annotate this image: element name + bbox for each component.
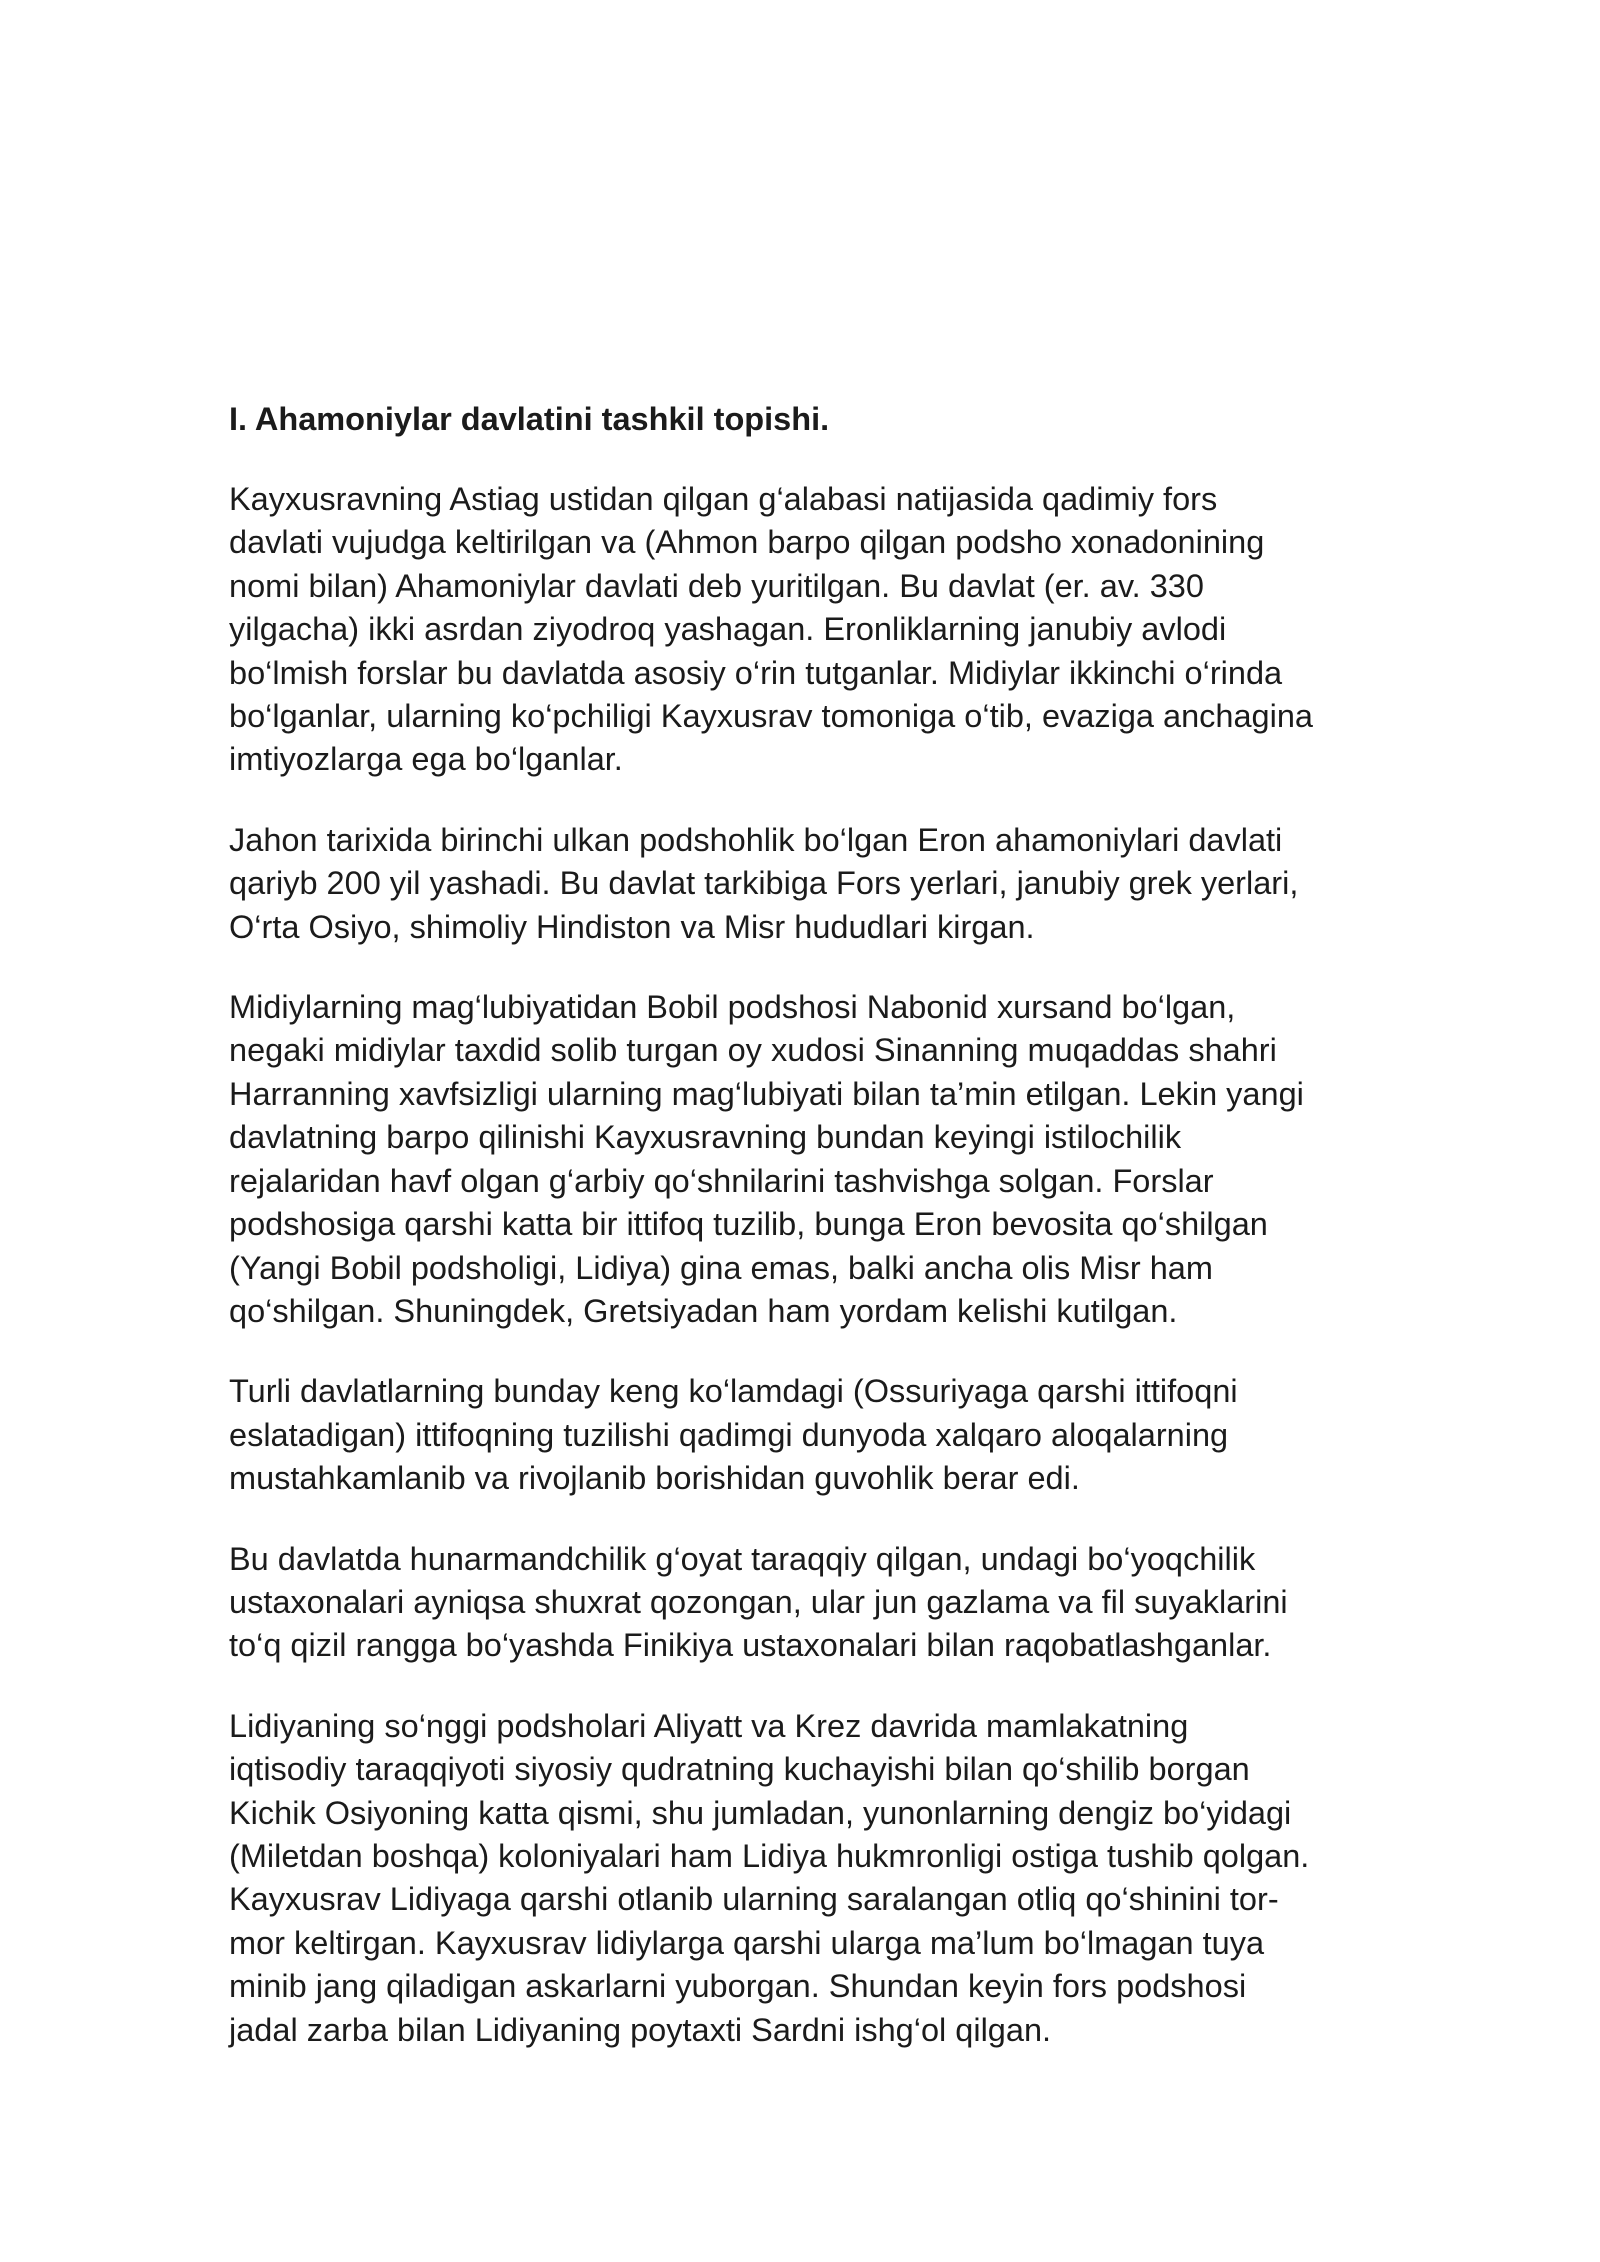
text-line: nomi bilan) Ahamoniylar davlati deb yuritilgan. Bu davlat (er. av. 330 — [229, 567, 1204, 604]
text-line: podshosiga qarshi katta bir ittifoq tuzilib, bunga Eron bevosita qo‘shilgan — [229, 1206, 1268, 1243]
text-line: Bu davlatda hunarmandchilik g‘oyat taraqqiy qilgan, undagi bo‘yoqchilik — [229, 1540, 1256, 1577]
text-line: qo‘shilgan. Shuningdek, Gretsiyadan ham yordam kelishi kutilgan. — [229, 1292, 1178, 1329]
text-line: (Yangi Bobil podsholigi, Lidiya) gina emas, balki ancha olis Misr ham — [229, 1249, 1213, 1286]
text-line: negaki midiylar taxdid solib turgan oy xudosi Sinanning muqaddas shahri — [229, 1032, 1277, 1069]
text-line: davlatning barpo qilinishi Kayxusravning bundan keyingi istilochilik — [229, 1119, 1182, 1156]
text-line: davlati vujudga keltirilgan va (Ahmon barpo qilgan podsho xonadonining — [229, 524, 1265, 561]
text-line: Turli davlatlarning bunday keng ko‘lamdagi (Ossuriyaga qarshi ittifoqni — [229, 1373, 1238, 1410]
text-line: jadal zarba bilan Lidiyaning poytaxti Sardni ishg‘ol qilgan. — [229, 2011, 1052, 2048]
paragraph-list — [229, 478, 1519, 2052]
paragraph — [229, 1370, 1519, 1500]
text-line: to‘q qizil rangga bo‘yashda Finikiya ustaxonalari bilan raqobatlashganlar. — [229, 1627, 1272, 1664]
paragraph — [229, 1705, 1519, 2052]
text-line: O‘rta Osiyo, shimoliy Hindiston va Misr hududlari kirgan. — [229, 908, 1035, 945]
document-page — [229, 398, 1519, 2089]
text-line: ustaxonalari ayniqsa shuxrat qozongan, ular jun gazlama va fil suyaklarini — [229, 1583, 1288, 1620]
text-line: qariyb 200 yil yashadi. Bu davlat tarkibiga Fors yerlari, janubiy grek yerlari, — [229, 865, 1299, 902]
text-line: (Miletdan boshqa) koloniyalari ham Lidiya hukmronligi ostiga tushib qolgan. — [229, 1837, 1310, 1874]
paragraph — [229, 1538, 1519, 1668]
text-line: bo‘lganlar, ularning ko‘pchiligi Kayxusrav tomoniga o‘tib, evaziga anchagina — [229, 698, 1314, 735]
text-line: minib jang qiladigan askarlarni yuborgan. Shundan keyin fors podshosi — [229, 1968, 1247, 2005]
text-line: Kayxusravning Astiag ustidan qilgan g‘alabasi natijasida qadimiy fors — [229, 481, 1218, 517]
paragraph — [229, 819, 1519, 949]
text-line: eslatadigan) ittifoqning tuzilishi qadimgi dunyoda xalqaro aloqalarning — [229, 1416, 1229, 1453]
text-line: imtiyozlarga ega bo‘lganlar. — [229, 741, 623, 778]
text-line: rejalaridan havf olgan g‘arbiy qo‘shnilarini tashvishga solgan. Forslar — [229, 1162, 1214, 1199]
text-line: Kayxusrav Lidiyaga qarshi otlanib ularning saralangan otliq qo‘shinini tor- — [229, 1881, 1279, 1918]
paragraph — [229, 478, 1519, 782]
text-line: mor keltirgan. Kayxusrav lidiylarga qarshi ularga ma’lum bo‘lmagan tuya — [229, 1924, 1265, 1961]
text-line: Lidiyaning so‘nggi podsholari Aliyatt va Krez davrida mamlakatning — [229, 1707, 1189, 1744]
text-line: yilgacha) ikki asrdan ziyodroq yashagan. Eronliklarning janubiy avlodi — [229, 611, 1227, 648]
text-line: Harranning xavfsizligi ularning mag‘lubiyati bilan ta’min etilgan. Lekin yangi — [229, 1075, 1304, 1112]
text-line: bo‘lmish forslar bu davlatda asosiy o‘rin tutganlar. Midiylar ikkinchi o‘rinda — [229, 654, 1283, 691]
text-line: Midiylarning mag‘lubiyatidan Bobil podshosi Nabonid xursand bo‘lgan, — [229, 989, 1236, 1026]
section-heading: I. Ahamoniylar davlatini tashkil topishi. — [229, 401, 830, 437]
text-line: iqtisodiy taraqqiyoti siyosiy qudratning kuchayishi bilan qo‘shilib borgan — [229, 1751, 1250, 1788]
text-line: mustahkamlanib va rivojlanib borishidan guvohlik berar edi. — [229, 1460, 1080, 1497]
text-line: Jahon tarixida birinchi ulkan podshohlik bo‘lgan Eron ahamoniylari davlati — [229, 821, 1283, 858]
text-line: Kichik Osiyoning katta qismi, shu jumladan, yunonlarning dengiz bo‘yidagi — [229, 1794, 1292, 1831]
paragraph — [229, 986, 1519, 1333]
